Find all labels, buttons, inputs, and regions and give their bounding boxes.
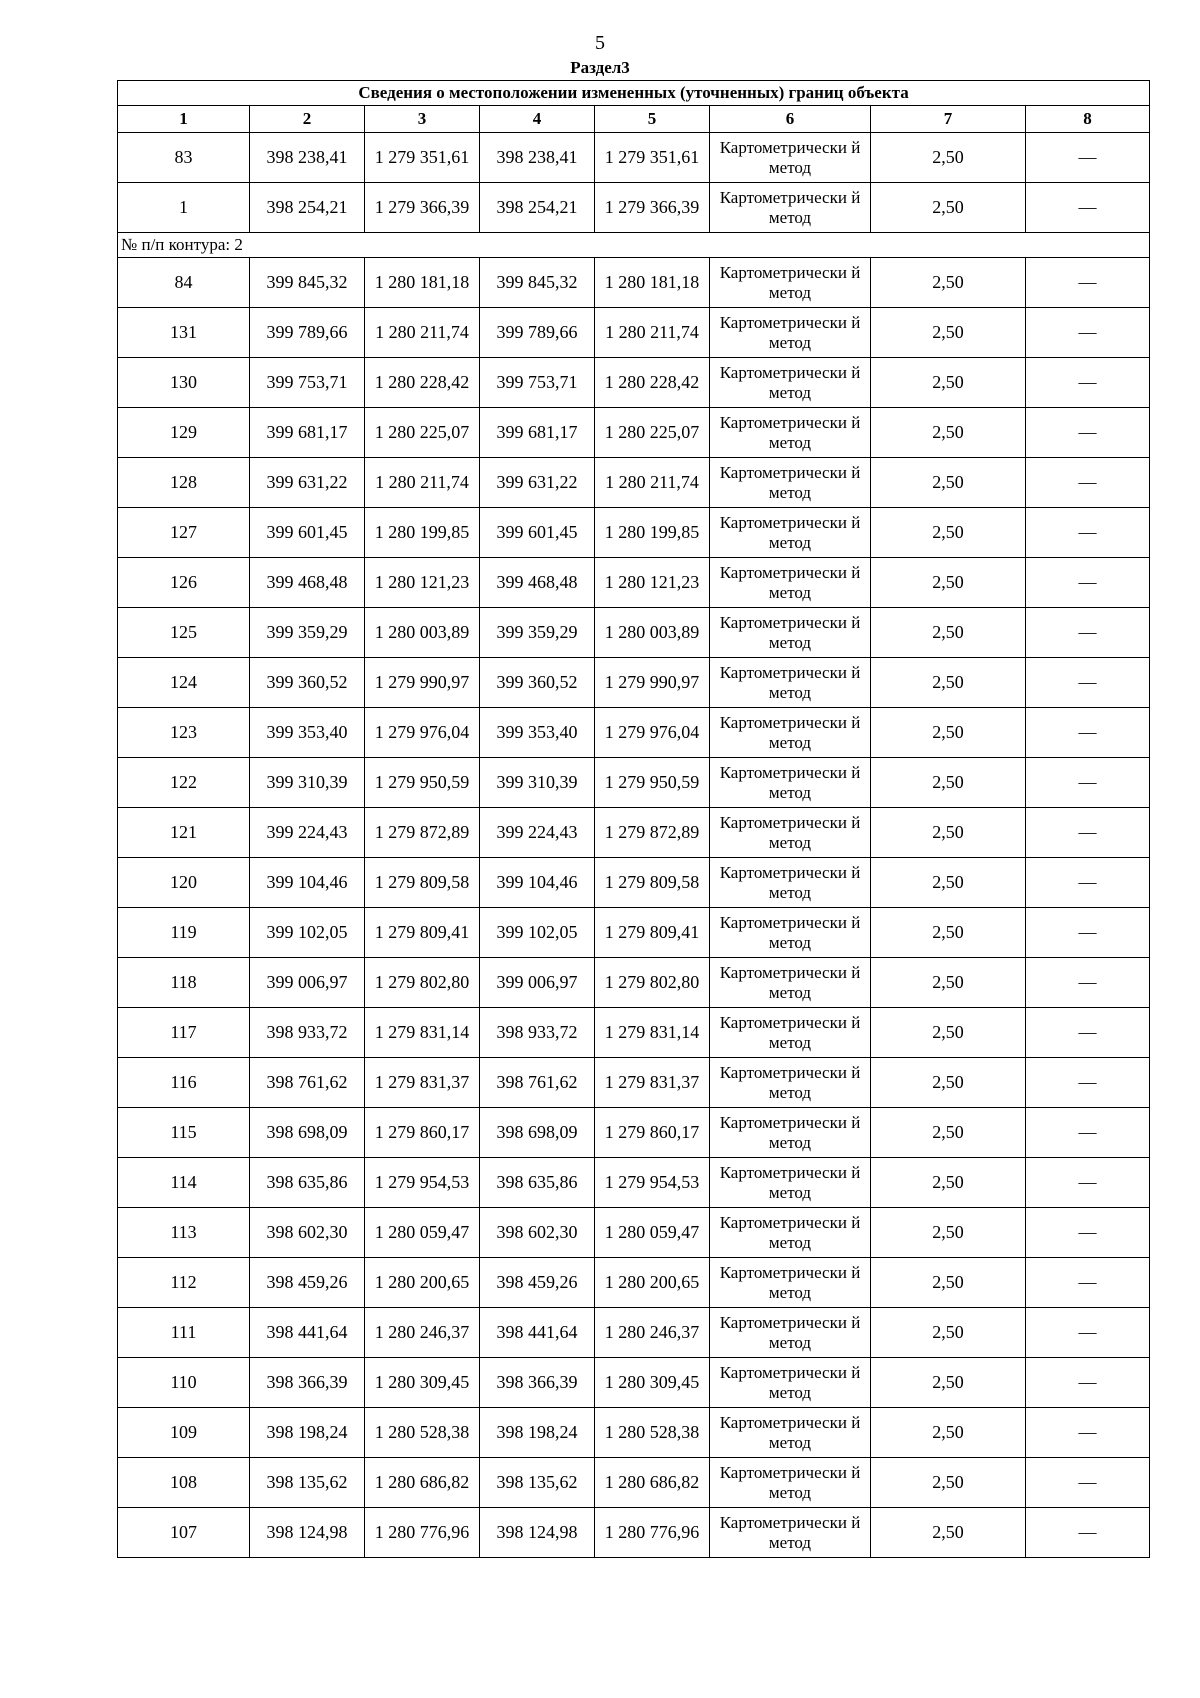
table-cell: 399 104,46 (250, 858, 365, 908)
table-cell: 2,50 (871, 458, 1026, 508)
table-cell: 1 279 366,39 (365, 183, 480, 233)
table-cell: 398 761,62 (250, 1058, 365, 1108)
table-cell: 399 353,40 (480, 708, 595, 758)
table-cell: 399 753,71 (250, 358, 365, 408)
table-cell: — (1026, 1208, 1150, 1258)
table-cell: 1 280 246,37 (365, 1308, 480, 1358)
table-cell: Картометрически й метод (710, 808, 871, 858)
table-cell: 1 279 366,39 (595, 183, 710, 233)
table-cell: 1 279 990,97 (595, 658, 710, 708)
table-cell: 399 006,97 (250, 958, 365, 1008)
section-title: Раздел3 (570, 58, 630, 77)
table-cell: 399 631,22 (250, 458, 365, 508)
table-cell: 1 279 950,59 (365, 758, 480, 808)
table-cell: Картометрически й метод (710, 1158, 871, 1208)
table-cell: 2,50 (871, 858, 1026, 908)
table-cell: 398 124,98 (480, 1508, 595, 1558)
table-cell: 1 280 776,96 (595, 1508, 710, 1558)
table-cell: 123 (118, 708, 250, 758)
table-cell: 398 366,39 (480, 1358, 595, 1408)
table-row (118, 1358, 1150, 1408)
table-row (118, 758, 1150, 808)
table-cell: 399 681,17 (480, 408, 595, 458)
table-cell: 1 279 809,41 (595, 908, 710, 958)
table-cell: 398 933,72 (250, 1008, 365, 1058)
table-cell: 399 753,71 (480, 358, 595, 408)
table-cell: 399 789,66 (250, 308, 365, 358)
table-cell: 1 280 003,89 (365, 608, 480, 658)
table-cell: 399 102,05 (250, 908, 365, 958)
table-cell: 1 279 860,17 (365, 1108, 480, 1158)
table-cell: 1 279 831,14 (365, 1008, 480, 1058)
table-cell: 398 698,09 (250, 1108, 365, 1158)
table-cell: 1 280 309,45 (595, 1358, 710, 1408)
table-cell: 1 280 121,23 (595, 558, 710, 608)
table-cell: — (1026, 1308, 1150, 1358)
table-cell: 399 006,97 (480, 958, 595, 1008)
table-cell: 399 845,32 (480, 258, 595, 308)
page-number: 5 (595, 32, 605, 54)
table-row (118, 808, 1150, 858)
table-cell: 1 280 181,18 (595, 258, 710, 308)
table-row (118, 408, 1150, 458)
table-cell: 1 279 872,89 (595, 808, 710, 858)
table-cell: 2,50 (871, 1008, 1026, 1058)
table-cell: 1 279 809,58 (365, 858, 480, 908)
column-header: 7 (871, 106, 1026, 133)
table-cell: 1 279 831,37 (365, 1058, 480, 1108)
table-row (118, 1158, 1150, 1208)
table-cell: 118 (118, 958, 250, 1008)
table-cell: 1 279 990,97 (365, 658, 480, 708)
table-cell: 399 631,22 (480, 458, 595, 508)
table-cell: Картометрически й метод (710, 1508, 871, 1558)
table-row (118, 1258, 1150, 1308)
table-row (118, 858, 1150, 908)
table-cell: 2,50 (871, 1258, 1026, 1308)
table-cell: — (1026, 183, 1150, 233)
table-row (118, 458, 1150, 508)
table-cell: Картометрически й метод (710, 508, 871, 558)
table-cell: 399 224,43 (480, 808, 595, 858)
table-cell: 2,50 (871, 1208, 1026, 1258)
boundary-table (117, 80, 1150, 1558)
table-cell: 1 280 228,42 (595, 358, 710, 408)
table-cell: Картометрически й метод (710, 1208, 871, 1258)
table-cell: 111 (118, 1308, 250, 1358)
table-cell: Картометрически й метод (710, 908, 871, 958)
table-cell: Картометрически й метод (710, 1058, 871, 1108)
table-cell: — (1026, 258, 1150, 308)
table-cell: 2,50 (871, 558, 1026, 608)
table-cell: 398 635,86 (250, 1158, 365, 1208)
table-row (118, 1108, 1150, 1158)
table-cell: 398 135,62 (250, 1458, 365, 1508)
table-cell: 1 279 954,53 (595, 1158, 710, 1208)
table-cell: — (1026, 708, 1150, 758)
table-cell: 398 761,62 (480, 1058, 595, 1108)
table-cell: 130 (118, 358, 250, 408)
table-cell: 1 280 003,89 (595, 608, 710, 658)
table-cell: Картометрически й метод (710, 1258, 871, 1308)
table-row (118, 1408, 1150, 1458)
table-cell: Картометрически й метод (710, 1308, 871, 1358)
table-cell: — (1026, 858, 1150, 908)
table-cell: — (1026, 758, 1150, 808)
table-row (118, 508, 1150, 558)
table-cell: 398 441,64 (250, 1308, 365, 1358)
table-cell: 1 280 211,74 (595, 308, 710, 358)
table-cell: 2,50 (871, 908, 1026, 958)
table-row (118, 183, 1150, 233)
table-cell: 110 (118, 1358, 250, 1408)
table-cell: 1 280 225,07 (365, 408, 480, 458)
table-cell: 2,50 (871, 408, 1026, 458)
table-cell: 1 280 059,47 (595, 1208, 710, 1258)
table-row (118, 1308, 1150, 1358)
table-cell: 2,50 (871, 1458, 1026, 1508)
table-cell: 1 280 686,82 (595, 1458, 710, 1508)
table-cell: 1 279 950,59 (595, 758, 710, 808)
table-cell: 1 280 528,38 (365, 1408, 480, 1458)
table-cell: 1 280 199,85 (595, 508, 710, 558)
table-cell: 399 360,52 (250, 658, 365, 708)
table-cell: 1 280 211,74 (365, 458, 480, 508)
table-cell: 2,50 (871, 808, 1026, 858)
contour-label: № п/п контура: 2 (118, 233, 1150, 258)
table-cell: 1 279 802,80 (365, 958, 480, 1008)
table-cell: 124 (118, 658, 250, 708)
table-cell: 399 359,29 (480, 608, 595, 658)
table-cell: 398 635,86 (480, 1158, 595, 1208)
table-row (118, 258, 1150, 308)
table-cell: 1 279 872,89 (365, 808, 480, 858)
table-cell: Картометрически й метод (710, 958, 871, 1008)
table-cell: — (1026, 1458, 1150, 1508)
table-cell: Картометрически й метод (710, 708, 871, 758)
table-cell: — (1026, 1058, 1150, 1108)
column-header: 6 (710, 106, 871, 133)
table-cell: Картометрически й метод (710, 858, 871, 908)
table-cell: 1 280 059,47 (365, 1208, 480, 1258)
table-cell: 398 366,39 (250, 1358, 365, 1408)
table-cell: — (1026, 133, 1150, 183)
table-cell: — (1026, 808, 1150, 858)
table-row (118, 1008, 1150, 1058)
table-cell: 1 280 200,65 (365, 1258, 480, 1308)
table-cell: Картометрически й метод (710, 1458, 871, 1508)
table-cell: 120 (118, 858, 250, 908)
table-cell: — (1026, 508, 1150, 558)
table-cell: 1 280 211,74 (595, 458, 710, 508)
table-cell: 1 279 351,61 (595, 133, 710, 183)
table-cell: Картометрически й метод (710, 133, 871, 183)
table-cell: 2,50 (871, 758, 1026, 808)
table-cell: 2,50 (871, 133, 1026, 183)
table-cell: 1 280 121,23 (365, 558, 480, 608)
table-cell: 2,50 (871, 1358, 1026, 1408)
table-cell: 2,50 (871, 1058, 1026, 1108)
table-cell: 399 681,17 (250, 408, 365, 458)
table-cell: 1 279 802,80 (595, 958, 710, 1008)
table-cell: — (1026, 1508, 1150, 1558)
table-cell: 113 (118, 1208, 250, 1258)
table-cell: 1 280 211,74 (365, 308, 480, 358)
table-cell: 398 459,26 (250, 1258, 365, 1308)
table-cell: 2,50 (871, 1308, 1026, 1358)
table-cell: 398 441,64 (480, 1308, 595, 1358)
table-cell: 398 602,30 (480, 1208, 595, 1258)
table-cell: Картометрически й метод (710, 658, 871, 708)
table-cell: — (1026, 408, 1150, 458)
table-cell: 398 698,09 (480, 1108, 595, 1158)
table-cell: 2,50 (871, 1508, 1026, 1558)
table-row (118, 1208, 1150, 1258)
table-cell: 2,50 (871, 508, 1026, 558)
table-cell: 1 280 228,42 (365, 358, 480, 408)
table-cell: 398 254,21 (250, 183, 365, 233)
table-cell: 1 280 200,65 (595, 1258, 710, 1308)
table-cell: — (1026, 608, 1150, 658)
table-cell: 399 789,66 (480, 308, 595, 358)
table-row (118, 1508, 1150, 1558)
table-cell: 398 198,24 (480, 1408, 595, 1458)
table-cell: 398 135,62 (480, 1458, 595, 1508)
table-cell: 84 (118, 258, 250, 308)
table-cell: 398 933,72 (480, 1008, 595, 1058)
table-cell: 117 (118, 1008, 250, 1058)
table-cell: 122 (118, 758, 250, 808)
table-cell: Картометрически й метод (710, 308, 871, 358)
table-cell: Картометрически й метод (710, 358, 871, 408)
column-header: 1 (118, 106, 250, 133)
table-cell: 1 279 351,61 (365, 133, 480, 183)
column-header-row (118, 106, 1150, 133)
column-header: 2 (250, 106, 365, 133)
table-cell: 399 601,45 (480, 508, 595, 558)
table-cell: 398 254,21 (480, 183, 595, 233)
table-cell: 399 468,48 (480, 558, 595, 608)
table-cell: Картометрически й метод (710, 1008, 871, 1058)
table-cell: 1 280 225,07 (595, 408, 710, 458)
table-cell: 399 102,05 (480, 908, 595, 958)
table-cell: 2,50 (871, 1408, 1026, 1458)
table-cell: — (1026, 958, 1150, 1008)
table-cell: 2,50 (871, 658, 1026, 708)
table-cell: 2,50 (871, 183, 1026, 233)
table-cell: 399 224,43 (250, 808, 365, 858)
table-cell: 399 310,39 (480, 758, 595, 808)
table-row (118, 558, 1150, 608)
column-header: 3 (365, 106, 480, 133)
table-cell: 1 280 686,82 (365, 1458, 480, 1508)
table-cell: 116 (118, 1058, 250, 1108)
table-cell: 1 279 954,53 (365, 1158, 480, 1208)
table-cell: Картометрически й метод (710, 1408, 871, 1458)
table-cell: 121 (118, 808, 250, 858)
table-cell: 2,50 (871, 308, 1026, 358)
table-cell: 112 (118, 1258, 250, 1308)
table-cell: 399 845,32 (250, 258, 365, 308)
table-cell: 399 310,39 (250, 758, 365, 808)
table-cell: — (1026, 1158, 1150, 1208)
table-cell: 1 280 199,85 (365, 508, 480, 558)
table-cell: 1 280 246,37 (595, 1308, 710, 1358)
table-cell: 1 280 776,96 (365, 1508, 480, 1558)
table-cell: — (1026, 1358, 1150, 1408)
table-cell: 2,50 (871, 1108, 1026, 1158)
table-cell: Картометрически й метод (710, 558, 871, 608)
table-cell: 107 (118, 1508, 250, 1558)
table-cell: 399 104,46 (480, 858, 595, 908)
column-header: 8 (1026, 106, 1150, 133)
table-cell: 398 459,26 (480, 1258, 595, 1308)
table-cell: 1 280 181,18 (365, 258, 480, 308)
table-cell: 1 279 860,17 (595, 1108, 710, 1158)
table-cell: 2,50 (871, 358, 1026, 408)
table-cell: 399 360,52 (480, 658, 595, 708)
table-cell: 2,50 (871, 608, 1026, 658)
table-cell: Картометрически й метод (710, 608, 871, 658)
table-cell: 1 279 976,04 (365, 708, 480, 758)
table-cell: — (1026, 558, 1150, 608)
table-cell: 115 (118, 1108, 250, 1158)
table-row (118, 308, 1150, 358)
table-row (118, 958, 1150, 1008)
table-cell: 2,50 (871, 708, 1026, 758)
table-cell: Картометрически й метод (710, 408, 871, 458)
table-cell: 1 280 309,45 (365, 1358, 480, 1408)
table-cell: 398 198,24 (250, 1408, 365, 1458)
table-cell: — (1026, 308, 1150, 358)
table-cell: 399 353,40 (250, 708, 365, 758)
table-cell: 399 601,45 (250, 508, 365, 558)
table-cell: Картометрически й метод (710, 1108, 871, 1158)
table-cell: 119 (118, 908, 250, 958)
table-cell: 2,50 (871, 258, 1026, 308)
table-row (118, 608, 1150, 658)
table-cell: — (1026, 1108, 1150, 1158)
table-caption: Сведения о местоположении измененных (уточненных) границ объекта (118, 81, 1150, 106)
table-row (118, 1058, 1150, 1108)
table-cell: 2,50 (871, 1158, 1026, 1208)
table-cell: 1 279 809,58 (595, 858, 710, 908)
table-cell: 126 (118, 558, 250, 608)
table-cell: 127 (118, 508, 250, 558)
table-cell: 108 (118, 1458, 250, 1508)
table-row (118, 1458, 1150, 1508)
table-cell: 114 (118, 1158, 250, 1208)
table-cell: 398 238,41 (250, 133, 365, 183)
table-cell: Картометрически й метод (710, 758, 871, 808)
table-cell: Картометрически й метод (710, 1358, 871, 1408)
table-cell: 1 279 831,37 (595, 1058, 710, 1108)
table-cell: Картометрически й метод (710, 183, 871, 233)
table-cell: 128 (118, 458, 250, 508)
table-cell: 398 602,30 (250, 1208, 365, 1258)
table-row (118, 133, 1150, 183)
table-cell: — (1026, 1008, 1150, 1058)
table-cell: — (1026, 458, 1150, 508)
table-cell: 399 359,29 (250, 608, 365, 658)
table-cell: 131 (118, 308, 250, 358)
table-cell: 125 (118, 608, 250, 658)
table-cell: — (1026, 358, 1150, 408)
table-cell: 1 279 831,14 (595, 1008, 710, 1058)
table-cell: 1 280 528,38 (595, 1408, 710, 1458)
table-body (118, 133, 1150, 1558)
table-cell: — (1026, 658, 1150, 708)
table-row (118, 658, 1150, 708)
table-cell: 2,50 (871, 958, 1026, 1008)
table-row (118, 708, 1150, 758)
table-cell: 398 124,98 (250, 1508, 365, 1558)
table-cell: 83 (118, 133, 250, 183)
table-cell: 1 279 976,04 (595, 708, 710, 758)
column-header: 4 (480, 106, 595, 133)
table-cell: — (1026, 1408, 1150, 1458)
table-cell: 129 (118, 408, 250, 458)
table-cell: — (1026, 908, 1150, 958)
table-cell: 1 (118, 183, 250, 233)
table-row (118, 358, 1150, 408)
table-cell: 399 468,48 (250, 558, 365, 608)
table-cell: Картометрически й метод (710, 258, 871, 308)
table-row (118, 908, 1150, 958)
contour-row (118, 233, 1150, 258)
table-cell: 1 279 809,41 (365, 908, 480, 958)
table-cell: — (1026, 1258, 1150, 1308)
table-cell: 109 (118, 1408, 250, 1458)
table-cell: Картометрически й метод (710, 458, 871, 508)
table-cell: 398 238,41 (480, 133, 595, 183)
column-header: 5 (595, 106, 710, 133)
